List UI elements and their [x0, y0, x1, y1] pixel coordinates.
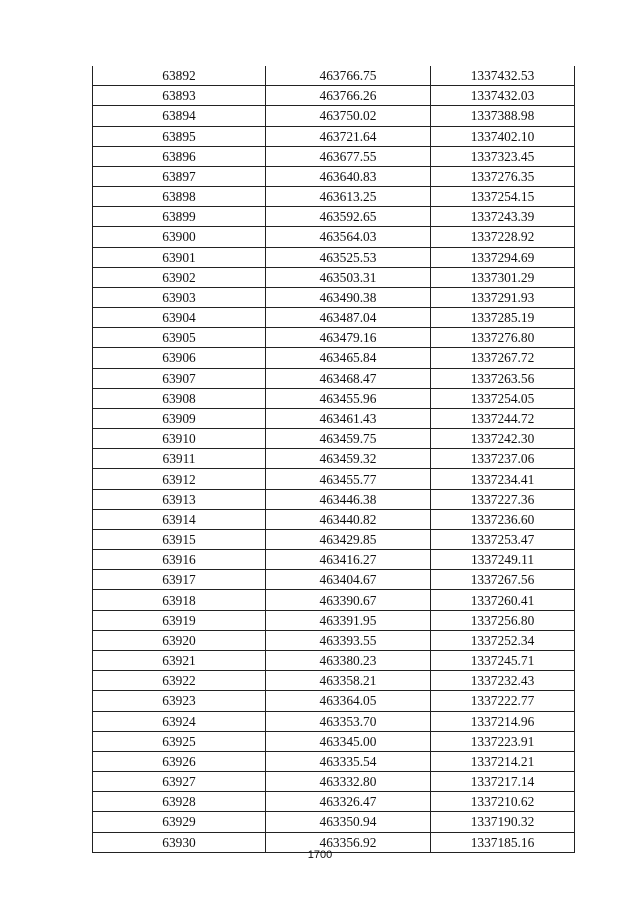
point-id-cell: 63900	[93, 227, 266, 247]
page-number: 1700	[307, 849, 333, 861]
point-id-cell: 63913	[93, 489, 266, 509]
point-id-cell: 63903	[93, 287, 266, 307]
y-coordinate-cell: 1337223.91	[431, 731, 575, 751]
table-row	[93, 66, 575, 86]
y-coordinate-cell: 1337228.92	[431, 227, 575, 247]
point-id-cell: 63893	[93, 86, 266, 106]
x-coordinate-cell: 463393.55	[266, 630, 431, 650]
table-row	[93, 812, 575, 832]
y-coordinate-cell: 1337402.10	[431, 126, 575, 146]
table-row	[93, 449, 575, 469]
y-coordinate-cell: 1337232.43	[431, 671, 575, 691]
point-id-cell: 63907	[93, 368, 266, 388]
point-id-cell: 63906	[93, 348, 266, 368]
x-coordinate-cell: 463356.92	[266, 832, 431, 852]
point-id-cell: 63924	[93, 711, 266, 731]
x-coordinate-cell: 463364.05	[266, 691, 431, 711]
y-coordinate-cell: 1337222.77	[431, 691, 575, 711]
y-coordinate-cell: 1337263.56	[431, 368, 575, 388]
table-row	[93, 408, 575, 428]
point-id-cell: 63908	[93, 388, 266, 408]
y-coordinate-cell: 1337242.30	[431, 429, 575, 449]
point-id-cell: 63914	[93, 509, 266, 529]
x-coordinate-cell: 463404.67	[266, 570, 431, 590]
point-id-cell: 63923	[93, 691, 266, 711]
table-row	[93, 388, 575, 408]
y-coordinate-cell: 1337301.29	[431, 267, 575, 287]
point-id-cell: 63926	[93, 751, 266, 771]
x-coordinate-cell: 463487.04	[266, 308, 431, 328]
table-row	[93, 348, 575, 368]
point-id-cell: 63892	[93, 66, 266, 86]
x-coordinate-cell: 463721.64	[266, 126, 431, 146]
table-row	[93, 529, 575, 549]
point-id-cell: 63930	[93, 832, 266, 852]
point-id-cell: 63902	[93, 267, 266, 287]
table-row	[93, 247, 575, 267]
table-row	[93, 207, 575, 227]
x-coordinate-cell: 463446.38	[266, 489, 431, 509]
table-row	[93, 368, 575, 388]
x-coordinate-cell: 463459.32	[266, 449, 431, 469]
table-row	[93, 187, 575, 207]
point-id-cell: 63897	[93, 166, 266, 186]
x-coordinate-cell: 463350.94	[266, 812, 431, 832]
table-row	[93, 731, 575, 751]
x-coordinate-cell: 463335.54	[266, 751, 431, 771]
x-coordinate-cell: 463332.80	[266, 772, 431, 792]
x-coordinate-cell: 463353.70	[266, 711, 431, 731]
table-row	[93, 691, 575, 711]
x-coordinate-cell: 463490.38	[266, 287, 431, 307]
table-row	[93, 308, 575, 328]
y-coordinate-cell: 1337276.35	[431, 166, 575, 186]
table-row	[93, 469, 575, 489]
y-coordinate-cell: 1337267.56	[431, 570, 575, 590]
point-id-cell: 63904	[93, 308, 266, 328]
coordinate-table	[92, 66, 575, 853]
point-id-cell: 63917	[93, 570, 266, 590]
y-coordinate-cell: 1337217.14	[431, 772, 575, 792]
y-coordinate-cell: 1337285.19	[431, 308, 575, 328]
point-id-cell: 63922	[93, 671, 266, 691]
table-row	[93, 86, 575, 106]
point-id-cell: 63909	[93, 408, 266, 428]
point-id-cell: 63921	[93, 650, 266, 670]
y-coordinate-cell: 1337323.45	[431, 146, 575, 166]
x-coordinate-cell: 463465.84	[266, 348, 431, 368]
x-coordinate-cell: 463455.77	[266, 469, 431, 489]
point-id-cell: 63899	[93, 207, 266, 227]
table-row	[93, 489, 575, 509]
x-coordinate-cell: 463750.02	[266, 106, 431, 126]
table-row	[93, 590, 575, 610]
point-id-cell: 63898	[93, 187, 266, 207]
x-coordinate-cell: 463564.03	[266, 227, 431, 247]
table-body	[93, 66, 575, 852]
table-row	[93, 550, 575, 570]
x-coordinate-cell: 463358.21	[266, 671, 431, 691]
point-id-cell: 63929	[93, 812, 266, 832]
point-id-cell: 63928	[93, 792, 266, 812]
y-coordinate-cell: 1337256.80	[431, 610, 575, 630]
y-coordinate-cell: 1337267.72	[431, 348, 575, 368]
y-coordinate-cell: 1337294.69	[431, 247, 575, 267]
table-row	[93, 792, 575, 812]
y-coordinate-cell: 1337249.11	[431, 550, 575, 570]
x-coordinate-cell: 463380.23	[266, 650, 431, 670]
x-coordinate-cell: 463391.95	[266, 610, 431, 630]
y-coordinate-cell: 1337210.62	[431, 792, 575, 812]
x-coordinate-cell: 463613.25	[266, 187, 431, 207]
point-id-cell: 63915	[93, 529, 266, 549]
table-row	[93, 126, 575, 146]
table-row	[93, 106, 575, 126]
table-row	[93, 610, 575, 630]
table-row	[93, 711, 575, 731]
point-id-cell: 63918	[93, 590, 266, 610]
x-coordinate-cell: 463416.27	[266, 550, 431, 570]
table-row	[93, 429, 575, 449]
y-coordinate-cell: 1337252.34	[431, 630, 575, 650]
table-row	[93, 509, 575, 529]
y-coordinate-cell: 1337291.93	[431, 287, 575, 307]
point-id-cell: 63919	[93, 610, 266, 630]
x-coordinate-cell: 463459.75	[266, 429, 431, 449]
table-row	[93, 328, 575, 348]
y-coordinate-cell: 1337237.06	[431, 449, 575, 469]
y-coordinate-cell: 1337243.39	[431, 207, 575, 227]
point-id-cell: 63896	[93, 146, 266, 166]
x-coordinate-cell: 463479.16	[266, 328, 431, 348]
x-coordinate-cell: 463766.26	[266, 86, 431, 106]
point-id-cell: 63911	[93, 449, 266, 469]
point-id-cell: 63894	[93, 106, 266, 126]
y-coordinate-cell: 1337254.05	[431, 388, 575, 408]
table-row	[93, 650, 575, 670]
table-row	[93, 772, 575, 792]
x-coordinate-cell: 463766.75	[266, 66, 431, 86]
y-coordinate-cell: 1337276.80	[431, 328, 575, 348]
y-coordinate-cell: 1337260.41	[431, 590, 575, 610]
x-coordinate-cell: 463390.67	[266, 590, 431, 610]
x-coordinate-cell: 463503.31	[266, 267, 431, 287]
x-coordinate-cell: 463592.65	[266, 207, 431, 227]
y-coordinate-cell: 1337432.03	[431, 86, 575, 106]
y-coordinate-cell: 1337227.36	[431, 489, 575, 509]
table-row	[93, 227, 575, 247]
point-id-cell: 63925	[93, 731, 266, 751]
table-row	[93, 630, 575, 650]
point-id-cell: 63916	[93, 550, 266, 570]
y-coordinate-cell: 1337214.96	[431, 711, 575, 731]
point-id-cell: 63895	[93, 126, 266, 146]
x-coordinate-cell: 463429.85	[266, 529, 431, 549]
y-coordinate-cell: 1337244.72	[431, 408, 575, 428]
table-row	[93, 751, 575, 771]
y-coordinate-cell: 1337234.41	[431, 469, 575, 489]
x-coordinate-cell: 463455.96	[266, 388, 431, 408]
point-id-cell: 63927	[93, 772, 266, 792]
y-coordinate-cell: 1337190.32	[431, 812, 575, 832]
y-coordinate-cell: 1337432.53	[431, 66, 575, 86]
table-row	[93, 671, 575, 691]
x-coordinate-cell: 463326.47	[266, 792, 431, 812]
table-row	[93, 267, 575, 287]
x-coordinate-cell: 463345.00	[266, 731, 431, 751]
point-id-cell: 63920	[93, 630, 266, 650]
x-coordinate-cell: 463440.82	[266, 509, 431, 529]
table-row	[93, 146, 575, 166]
y-coordinate-cell: 1337236.60	[431, 509, 575, 529]
table-row	[93, 287, 575, 307]
y-coordinate-cell: 1337214.21	[431, 751, 575, 771]
table-row	[93, 166, 575, 186]
x-coordinate-cell: 463525.53	[266, 247, 431, 267]
x-coordinate-cell: 463461.43	[266, 408, 431, 428]
y-coordinate-cell: 1337388.98	[431, 106, 575, 126]
x-coordinate-cell: 463677.55	[266, 146, 431, 166]
point-id-cell: 63910	[93, 429, 266, 449]
y-coordinate-cell: 1337185.16	[431, 832, 575, 852]
y-coordinate-cell: 1337253.47	[431, 529, 575, 549]
point-id-cell: 63912	[93, 469, 266, 489]
y-coordinate-cell: 1337254.15	[431, 187, 575, 207]
point-id-cell: 63905	[93, 328, 266, 348]
x-coordinate-cell: 463640.83	[266, 166, 431, 186]
y-coordinate-cell: 1337245.71	[431, 650, 575, 670]
point-id-cell: 63901	[93, 247, 266, 267]
table-row	[93, 570, 575, 590]
x-coordinate-cell: 463468.47	[266, 368, 431, 388]
